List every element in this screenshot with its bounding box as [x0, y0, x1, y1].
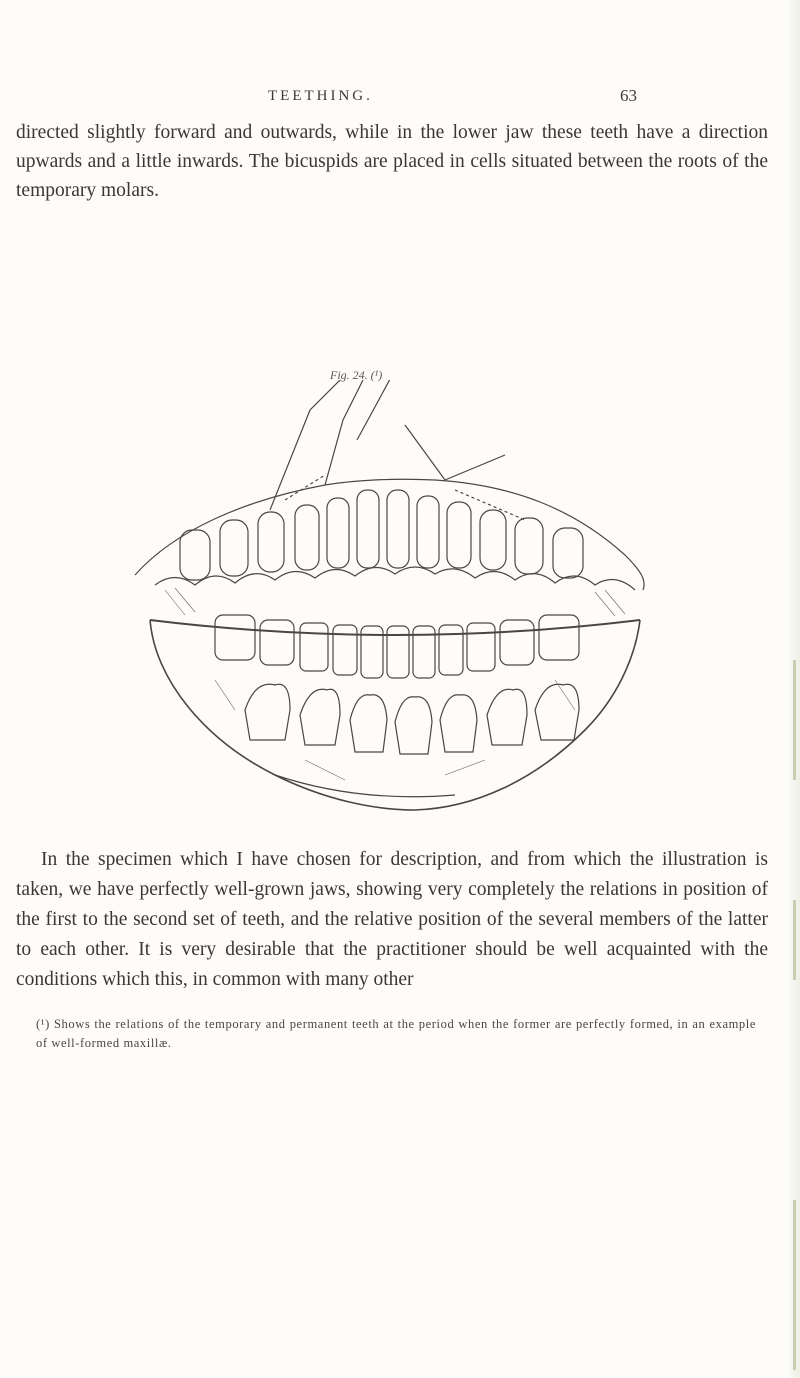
page-number: 63 — [620, 86, 637, 105]
jaw-teeth-illustration — [95, 380, 695, 830]
running-head: TEETHING. — [268, 88, 373, 104]
page-edge-mark — [793, 660, 796, 780]
page-edge-mark — [793, 1200, 796, 1370]
figure-caption: Fig. 24. (¹) — [330, 368, 383, 382]
paragraph-main: In the specimen which I have chosen for description, and from which the illustration is taken, we have perfectly well-grown jaws, showing very completely the relations in position of the first to the second set of teeth, and the relative position of the several members of the latter to each other. It is very desirable that the practitioner should be well acquainted with the conditions which this, in common with many other — [16, 849, 768, 990]
footnote: (¹) Shows the relations of the temporary and permanent teeth at the period when the former are perfectly formed, in an example of well-formed maxillæ. — [36, 1017, 756, 1050]
page-edge-mark — [793, 900, 796, 980]
paragraph-continued: directed slightly forward and outwards, while in the lower jaw these teeth have a direction upwards and a little inwards. The bicuspids are placed in cells situated between the roots of the temporary molars. — [16, 122, 768, 201]
